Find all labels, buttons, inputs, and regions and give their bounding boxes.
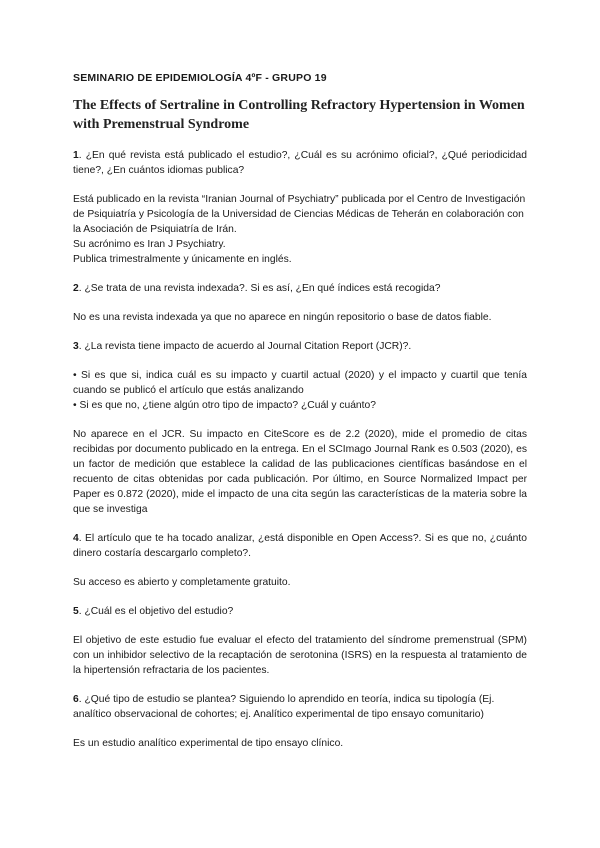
question-1-number: 1 [73, 150, 79, 161]
answer-1-line-1: Está publicado en la revista “Iranian Journal of Psychiatry” publicada por el Centro de Investigación de Psiquiatría y Psicología de la Universidad de Ciencias Médicas de Teherán en colaboración con la Asociación de Psiquiatría de Irán. [73, 194, 526, 235]
question-1 [73, 148, 527, 178]
question-4-text: . El artículo que te ha tocado analizar, ¿está disponible en Open Access?. Si es que no, ¿cuánto dinero costaría descargarlo completo?. [73, 533, 527, 559]
answer-2: No es una revista indexada ya que no aparece en ningún repositorio o base de datos fiable. [73, 312, 492, 323]
answer-4: Su acceso es abierto y completamente gratuito. [73, 577, 291, 588]
article-title: The Effects of Sertraline in Controlling Refractory Hypertension in Women with Premenstrual Syndrome [73, 98, 525, 132]
question-1-text: . ¿En qué revista está publicado el estudio?, ¿Cuál es su acrónimo oficial?, ¿Qué periodicidad tiene?, ¿En cuántos idiomas publica? [73, 150, 527, 176]
question-2-number: 2 [73, 283, 79, 294]
question-2 [73, 281, 527, 296]
question-6 [73, 692, 527, 722]
answer-6: Es un estudio analítico experimental de tipo ensayo clínico. [73, 738, 344, 749]
document-header: SEMINARIO DE EPIDEMIOLOGÍA 4ºF - GRUPO 19 [73, 72, 327, 84]
answer-3: No aparece en el JCR. Su impacto en CiteScore es de 2.2 (2020), mide el promedio de citas recibidas por documento publicado en la entrega. En el SCImago Journal Rank es 0.503 (2020), es un factor de medición que establece la calidad de las publicaciones científicas basándose en el recuento de citas obtenidas por cada publicación. Por último, en Source Normalized Impact per Paper es 0.872 (2020), mide el impacto de una cita según las características de la materia sobre la que se investiga [73, 429, 527, 515]
answer-1-line-3: Publica trimestralmente y únicamente en inglés. [73, 254, 292, 265]
question-6-number: 6 [73, 694, 79, 705]
question-3 [73, 339, 527, 354]
question-5 [73, 604, 527, 619]
question-4-number: 4 [73, 533, 79, 544]
answer-1-line-2: Su acrónimo es Iran J Psychiatry. [73, 239, 226, 250]
question-3-number: 3 [73, 341, 79, 352]
question-6-text: . ¿Qué tipo de estudio se plantea? Siguiendo lo aprendido en teoría, indica su tipología (Ej. analítico observacional de cohortes; ej. Analítico experimental de tipo ensayo comunitario) [73, 694, 495, 720]
answer-1 [73, 192, 527, 267]
answer-5: El objetivo de este estudio fue evaluar el efecto del tratamiento del síndrome premenstrual (SPM) con un inhibidor selectivo de la recaptación de serotonina (ISRS) en la respuesta al tratamiento de la hipertensión refractaria de los pacientes. [73, 635, 527, 676]
question-4 [73, 531, 527, 561]
question-3-text: . ¿La revista tiene impacto de acuerdo al Journal Citation Report (JCR)?. [78, 341, 412, 352]
question-3-bullet-2: • Si es que no, ¿tiene algún otro tipo de impacto? ¿Cuál y cuánto? [73, 400, 376, 411]
question-3-bullets [73, 368, 527, 413]
question-2-text: . ¿Se trata de una revista indexada?. Si es así, ¿En qué índices está recogida? [78, 283, 441, 294]
question-5-text: . ¿Cuál es el objetivo del estudio? [78, 606, 234, 617]
question-3-bullet-1: • Si es que si, indica cuál es su impacto y cuartil actual (2020) y el impacto y cuartil que tenía cuando se publicó el artículo que estás analizando [73, 370, 527, 396]
question-5-number: 5 [73, 606, 79, 617]
